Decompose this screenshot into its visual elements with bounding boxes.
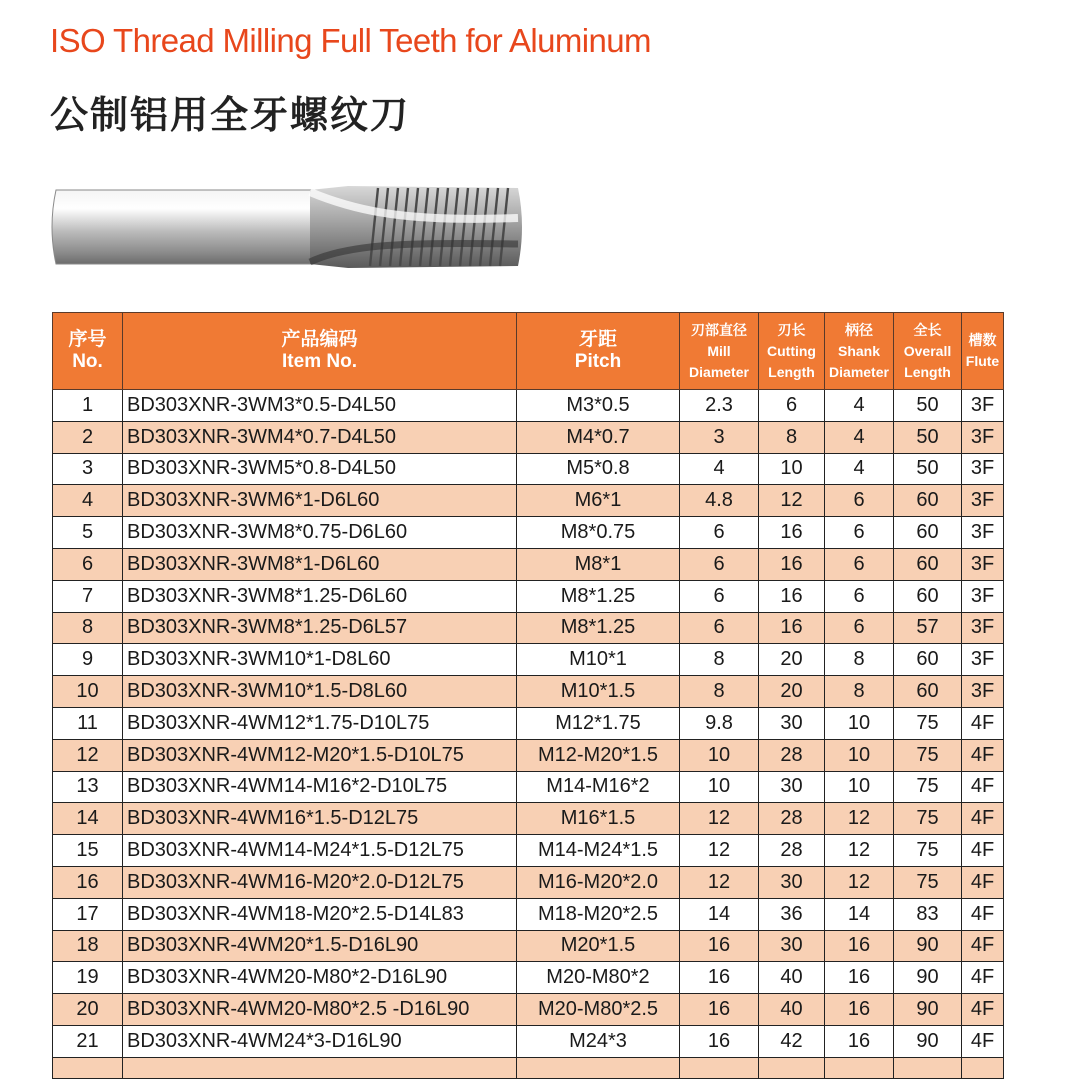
cell-shank-diameter: 12 — [825, 835, 894, 867]
cell-no: 20 — [53, 994, 123, 1026]
cell-no: 9 — [53, 644, 123, 676]
table-row — [53, 898, 1004, 930]
cell-cutting-length: 30 — [759, 866, 825, 898]
cell-pitch: M12-M20*1.5 — [517, 739, 680, 771]
cell-no: 3 — [53, 453, 123, 485]
cell-no: 10 — [53, 676, 123, 708]
cell-overall-length: 83 — [894, 898, 962, 930]
cell-mill-diameter: 4 — [680, 453, 759, 485]
cell-pitch: M10*1.5 — [517, 676, 680, 708]
cell-overall-length: 75 — [894, 835, 962, 867]
cell-flute: 4F — [962, 707, 1004, 739]
cell-mill-diameter: 12 — [680, 835, 759, 867]
cell-overall-length: 75 — [894, 866, 962, 898]
cell-overall-length: 60 — [894, 548, 962, 580]
cell-overall-length: 60 — [894, 580, 962, 612]
cell-pitch: M20-M80*2 — [517, 962, 680, 994]
cell-pitch: M14-M16*2 — [517, 771, 680, 803]
cell-item-no: BD303XNR-4WM20-M80*2.5 -D16L90 — [123, 994, 517, 1026]
cell-item-no: BD303XNR-4WM16-M20*2.0-D12L75 — [123, 866, 517, 898]
cell-flute: 4F — [962, 771, 1004, 803]
cell-cutting-length: 6 — [759, 390, 825, 422]
cell-shank-diameter: 10 — [825, 771, 894, 803]
table-row — [53, 644, 1004, 676]
cell-flute: 4F — [962, 739, 1004, 771]
cell-mill-diameter: 8 — [680, 676, 759, 708]
cell-cutting-length: 30 — [759, 930, 825, 962]
cell-item-no: BD303XNR-3WM6*1-D6L60 — [123, 485, 517, 517]
cell-flute: 4F — [962, 1025, 1004, 1057]
cell-pitch: M8*1 — [517, 548, 680, 580]
cell-shank-diameter: 12 — [825, 866, 894, 898]
cell-mill-diameter: 6 — [680, 580, 759, 612]
cell-empty — [53, 1057, 123, 1078]
cell-overall-length: 57 — [894, 612, 962, 644]
cell-mill-diameter: 2.3 — [680, 390, 759, 422]
cell-item-no: BD303XNR-4WM14-M24*1.5-D12L75 — [123, 835, 517, 867]
cell-overall-length: 75 — [894, 803, 962, 835]
cell-no: 19 — [53, 962, 123, 994]
cell-cutting-length: 28 — [759, 803, 825, 835]
cell-mill-diameter: 16 — [680, 1025, 759, 1057]
cell-no: 6 — [53, 548, 123, 580]
cell-pitch: M8*1.25 — [517, 612, 680, 644]
cell-no: 15 — [53, 835, 123, 867]
cell-flute: 4F — [962, 866, 1004, 898]
spec-table — [52, 312, 1004, 1079]
cell-mill-diameter: 16 — [680, 994, 759, 1026]
cell-shank-diameter: 4 — [825, 390, 894, 422]
cell-item-no: BD303XNR-4WM20*1.5-D16L90 — [123, 930, 517, 962]
cell-mill-diameter: 12 — [680, 803, 759, 835]
cell-flute: 3F — [962, 421, 1004, 453]
header-mill-diameter: 刃部直径 Mill Diameter — [680, 313, 759, 390]
cell-shank-diameter: 6 — [825, 612, 894, 644]
cell-item-no: BD303XNR-3WM4*0.7-D4L50 — [123, 421, 517, 453]
cell-cutting-length: 28 — [759, 739, 825, 771]
cell-item-no: BD303XNR-3WM10*1.5-D8L60 — [123, 676, 517, 708]
cell-shank-diameter: 4 — [825, 453, 894, 485]
cell-mill-diameter: 10 — [680, 739, 759, 771]
cell-shank-diameter: 16 — [825, 962, 894, 994]
cell-shank-diameter: 8 — [825, 676, 894, 708]
cell-flute: 3F — [962, 390, 1004, 422]
cell-shank-diameter: 10 — [825, 707, 894, 739]
cell-mill-diameter: 16 — [680, 930, 759, 962]
table-row — [53, 930, 1004, 962]
cell-flute: 3F — [962, 580, 1004, 612]
cell-item-no: BD303XNR-3WM8*1.25-D6L57 — [123, 612, 517, 644]
header-cutting-length: 刃长 Cutting Length — [759, 313, 825, 390]
table-row — [53, 517, 1004, 549]
cell-empty — [517, 1057, 680, 1078]
cell-item-no: BD303XNR-4WM18-M20*2.5-D14L83 — [123, 898, 517, 930]
cell-cutting-length: 40 — [759, 994, 825, 1026]
cell-item-no: BD303XNR-4WM16*1.5-D12L75 — [123, 803, 517, 835]
cell-shank-diameter: 6 — [825, 485, 894, 517]
cell-item-no: BD303XNR-3WM8*1.25-D6L60 — [123, 580, 517, 612]
cell-mill-diameter: 14 — [680, 898, 759, 930]
cell-pitch: M20*1.5 — [517, 930, 680, 962]
cell-no: 14 — [53, 803, 123, 835]
cell-item-no: BD303XNR-4WM14-M16*2-D10L75 — [123, 771, 517, 803]
cell-cutting-length: 16 — [759, 548, 825, 580]
table-row — [53, 962, 1004, 994]
cell-overall-length: 60 — [894, 644, 962, 676]
cell-pitch: M5*0.8 — [517, 453, 680, 485]
cell-empty — [759, 1057, 825, 1078]
cell-no: 11 — [53, 707, 123, 739]
cell-empty — [680, 1057, 759, 1078]
cell-mill-diameter: 6 — [680, 612, 759, 644]
header-shank-diameter: 柄径 Shank Diameter — [825, 313, 894, 390]
cell-flute: 4F — [962, 930, 1004, 962]
table-row — [53, 580, 1004, 612]
cell-item-no: BD303XNR-3WM5*0.8-D4L50 — [123, 453, 517, 485]
header-item-no: 产品编码 Item No. — [123, 313, 517, 390]
table-header-row — [53, 313, 1004, 390]
cell-pitch: M24*3 — [517, 1025, 680, 1057]
table-row — [53, 771, 1004, 803]
header-flute: 槽数 Flute — [962, 313, 1004, 390]
table-row — [53, 390, 1004, 422]
thread-mill-tool-image — [48, 182, 528, 272]
cell-cutting-length: 30 — [759, 707, 825, 739]
cell-pitch: M8*0.75 — [517, 517, 680, 549]
table-row — [53, 739, 1004, 771]
cell-shank-diameter: 6 — [825, 580, 894, 612]
cell-item-no: BD303XNR-4WM24*3-D16L90 — [123, 1025, 517, 1057]
table-row — [53, 612, 1004, 644]
cell-mill-diameter: 9.8 — [680, 707, 759, 739]
header-no: 序号 No. — [53, 313, 123, 390]
cell-overall-length: 75 — [894, 739, 962, 771]
cell-flute: 3F — [962, 453, 1004, 485]
cell-pitch: M14-M24*1.5 — [517, 835, 680, 867]
cell-overall-length: 90 — [894, 962, 962, 994]
table-row — [53, 676, 1004, 708]
cell-cutting-length: 20 — [759, 676, 825, 708]
cell-shank-diameter: 16 — [825, 930, 894, 962]
cell-mill-diameter: 6 — [680, 517, 759, 549]
cell-mill-diameter: 8 — [680, 644, 759, 676]
cell-no: 8 — [53, 612, 123, 644]
cell-overall-length: 50 — [894, 390, 962, 422]
cell-item-no: BD303XNR-4WM12-M20*1.5-D10L75 — [123, 739, 517, 771]
table-row — [53, 548, 1004, 580]
cell-flute: 4F — [962, 962, 1004, 994]
cell-flute: 4F — [962, 994, 1004, 1026]
cell-no: 13 — [53, 771, 123, 803]
table-row — [53, 866, 1004, 898]
cell-no: 12 — [53, 739, 123, 771]
cell-shank-diameter: 6 — [825, 517, 894, 549]
cell-no: 1 — [53, 390, 123, 422]
cell-pitch: M3*0.5 — [517, 390, 680, 422]
cell-overall-length: 50 — [894, 453, 962, 485]
cell-cutting-length: 36 — [759, 898, 825, 930]
cell-shank-diameter: 8 — [825, 644, 894, 676]
header-overall-length: 全长 Overall Length — [894, 313, 962, 390]
cell-shank-diameter: 6 — [825, 548, 894, 580]
table-row-partial — [53, 1057, 1004, 1078]
table-row — [53, 707, 1004, 739]
cell-no: 17 — [53, 898, 123, 930]
cell-flute: 3F — [962, 485, 1004, 517]
cell-cutting-length: 40 — [759, 962, 825, 994]
cell-flute: 3F — [962, 676, 1004, 708]
cell-no: 21 — [53, 1025, 123, 1057]
cell-item-no: BD303XNR-4WM12*1.75-D10L75 — [123, 707, 517, 739]
cell-item-no: BD303XNR-3WM3*0.5-D4L50 — [123, 390, 517, 422]
cell-cutting-length: 8 — [759, 421, 825, 453]
cell-pitch: M16-M20*2.0 — [517, 866, 680, 898]
cell-overall-length: 90 — [894, 930, 962, 962]
cell-cutting-length: 10 — [759, 453, 825, 485]
title-chinese: 公制铝用全牙螺纹刀 — [50, 93, 411, 137]
table-row — [53, 485, 1004, 517]
cell-mill-diameter: 10 — [680, 771, 759, 803]
cell-shank-diameter: 4 — [825, 421, 894, 453]
cell-shank-diameter: 12 — [825, 803, 894, 835]
cell-shank-diameter: 16 — [825, 994, 894, 1026]
cell-no: 5 — [53, 517, 123, 549]
cell-overall-length: 75 — [894, 771, 962, 803]
cell-mill-diameter: 6 — [680, 548, 759, 580]
cell-empty — [962, 1057, 1004, 1078]
cell-flute: 3F — [962, 612, 1004, 644]
cell-mill-diameter: 4.8 — [680, 485, 759, 517]
cell-pitch: M8*1.25 — [517, 580, 680, 612]
cell-mill-diameter: 16 — [680, 962, 759, 994]
cell-flute: 3F — [962, 517, 1004, 549]
cell-pitch: M20-M80*2.5 — [517, 994, 680, 1026]
cell-item-no: BD303XNR-3WM8*1-D6L60 — [123, 548, 517, 580]
cell-overall-length: 75 — [894, 707, 962, 739]
cell-item-no: BD303XNR-3WM8*0.75-D6L60 — [123, 517, 517, 549]
cell-pitch: M18-M20*2.5 — [517, 898, 680, 930]
cell-overall-length: 60 — [894, 485, 962, 517]
cell-flute: 4F — [962, 835, 1004, 867]
cell-cutting-length: 12 — [759, 485, 825, 517]
cell-pitch: M10*1 — [517, 644, 680, 676]
cell-pitch: M16*1.5 — [517, 803, 680, 835]
cell-shank-diameter: 14 — [825, 898, 894, 930]
cell-overall-length: 60 — [894, 676, 962, 708]
table-row — [53, 835, 1004, 867]
cell-empty — [123, 1057, 517, 1078]
cell-cutting-length: 28 — [759, 835, 825, 867]
cell-cutting-length: 16 — [759, 580, 825, 612]
cell-cutting-length: 20 — [759, 644, 825, 676]
cell-overall-length: 50 — [894, 421, 962, 453]
cell-no: 2 — [53, 421, 123, 453]
cell-shank-diameter: 10 — [825, 739, 894, 771]
cell-no: 18 — [53, 930, 123, 962]
cell-mill-diameter: 3 — [680, 421, 759, 453]
header-pitch: 牙距 Pitch — [517, 313, 680, 390]
cell-mill-diameter: 12 — [680, 866, 759, 898]
cell-cutting-length: 42 — [759, 1025, 825, 1057]
cell-no: 16 — [53, 866, 123, 898]
cell-pitch: M12*1.75 — [517, 707, 680, 739]
cell-flute: 3F — [962, 644, 1004, 676]
cell-overall-length: 90 — [894, 1025, 962, 1057]
cell-empty — [825, 1057, 894, 1078]
cell-shank-diameter: 16 — [825, 1025, 894, 1057]
title-english: ISO Thread Milling Full Teeth for Aluminum — [50, 22, 651, 59]
cell-pitch: M4*0.7 — [517, 421, 680, 453]
cell-overall-length: 60 — [894, 517, 962, 549]
cell-item-no: BD303XNR-4WM20-M80*2-D16L90 — [123, 962, 517, 994]
cell-empty — [894, 1057, 962, 1078]
cell-cutting-length: 16 — [759, 517, 825, 549]
cell-overall-length: 90 — [894, 994, 962, 1026]
cell-cutting-length: 30 — [759, 771, 825, 803]
cell-no: 7 — [53, 580, 123, 612]
cell-cutting-length: 16 — [759, 612, 825, 644]
table-row — [53, 453, 1004, 485]
cell-flute: 4F — [962, 898, 1004, 930]
table-row — [53, 994, 1004, 1026]
cell-flute: 3F — [962, 548, 1004, 580]
cell-pitch: M6*1 — [517, 485, 680, 517]
cell-no: 4 — [53, 485, 123, 517]
cell-item-no: BD303XNR-3WM10*1-D8L60 — [123, 644, 517, 676]
table-row — [53, 421, 1004, 453]
table-row — [53, 1025, 1004, 1057]
cell-flute: 4F — [962, 803, 1004, 835]
table-row — [53, 803, 1004, 835]
